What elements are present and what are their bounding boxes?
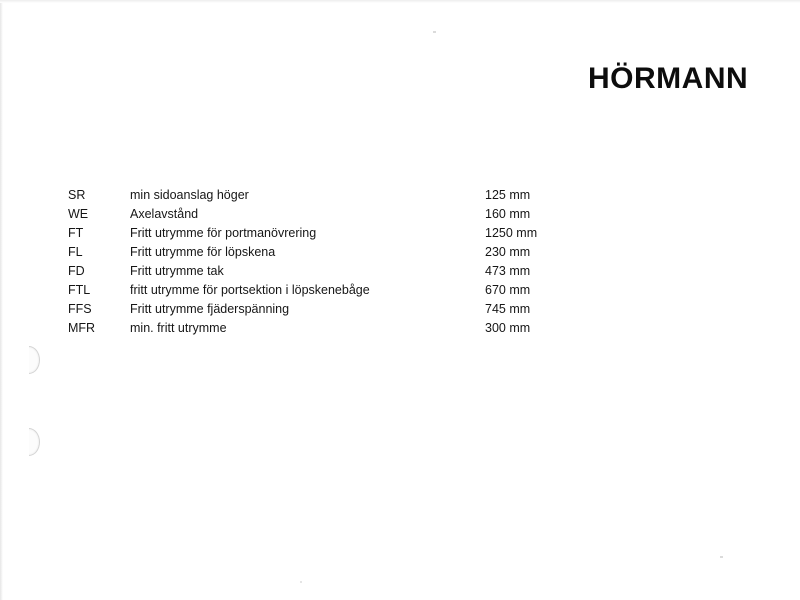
legend-code: WE (68, 207, 89, 221)
legend-value: 670 mm (485, 283, 531, 297)
legend-code: FTL (68, 283, 91, 297)
legend-description: fritt utrymme för portsektion i löpskenebåge (130, 283, 370, 297)
page-edge-shadow-left (0, 0, 3, 600)
legend-description: min. fritt utrymme (130, 321, 227, 335)
legend-value: 745 mm (485, 302, 531, 316)
legend-value: 160 mm (485, 207, 531, 221)
legend-value: 300 mm (485, 321, 531, 335)
hormann-logo: HÖRMANN (588, 62, 749, 95)
table-row (68, 188, 628, 207)
legend-table (68, 188, 628, 340)
legend-code: FT (68, 226, 84, 240)
legend-description: Fritt utrymme fjäderspänning (130, 302, 290, 316)
scan-speck (433, 31, 436, 33)
table-row (68, 245, 628, 264)
legend-value: 230 mm (485, 245, 531, 259)
table-row (68, 226, 628, 245)
legend-value: 1250 mm (485, 226, 538, 240)
legend-description: min sidoanslag höger (130, 188, 249, 202)
legend-code: FL (68, 245, 83, 259)
legend-code: MFR (68, 321, 96, 335)
punch-hole-mask (7, 345, 29, 375)
punch-hole-icon (18, 428, 40, 456)
scan-speck (300, 581, 302, 583)
legend-description: Fritt utrymme för löpskena (130, 245, 276, 259)
legend-code: FD (68, 264, 85, 278)
legend-code: SR (68, 188, 86, 202)
table-row (68, 302, 628, 321)
legend-description: Fritt utrymme för portmanövrering (130, 226, 317, 240)
scan-speck (720, 556, 723, 558)
table-row (68, 321, 628, 340)
legend-value: 125 mm (485, 188, 531, 202)
legend-description: Axelavstånd (130, 207, 199, 221)
punch-hole-icon (18, 346, 40, 374)
table-row (68, 264, 628, 283)
table-row (68, 283, 628, 302)
legend-code: FFS (68, 302, 92, 316)
legend-value: 473 mm (485, 264, 531, 278)
page-edge-shadow-top (0, 0, 800, 3)
table-row (68, 207, 628, 226)
punch-hole-mask (7, 427, 29, 457)
legend-description: Fritt utrymme tak (130, 264, 224, 278)
